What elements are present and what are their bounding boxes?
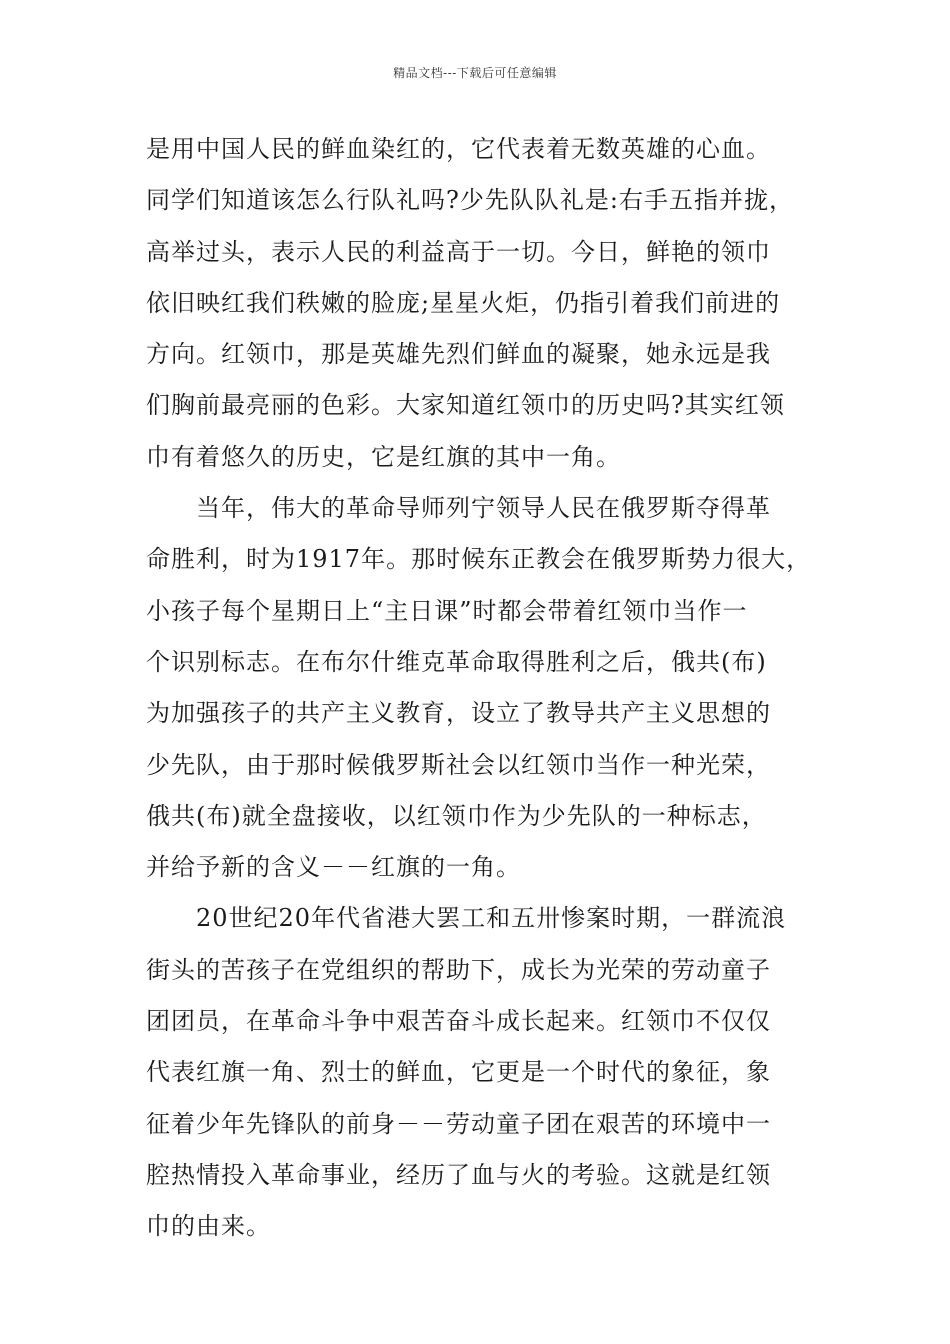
page-header: 精品文档---下载后可任意编辑 bbox=[393, 66, 557, 80]
text-line: 街头的苦孩子在党组织的帮助下，成长为光荣的劳动童子 bbox=[146, 955, 771, 984]
text-line: 腔热情投入革命事业，经历了血与火的考验。这就是红领 bbox=[146, 1160, 771, 1189]
text-line: 为加强孩子的共产主义教育，设立了教导共产主义思想的 bbox=[146, 699, 771, 728]
text-line: 巾的由来。 bbox=[146, 1212, 271, 1241]
text-line: 们胸前最亮丽的色彩。大家知道红领巾的历史吗?其实红领 bbox=[146, 391, 785, 420]
text-line: 俄共(布)就全盘接收，以红领巾作为少先队的一种标志， bbox=[146, 801, 767, 830]
text-line: 团团员，在革命斗争中艰苦奋斗成长起来。红领巾不仅仅 bbox=[146, 1007, 771, 1036]
text-line: 命胜利，时为1917年。那时候东正教会在俄罗斯势力很大， bbox=[146, 545, 812, 574]
text-line: 高举过头，表示人民的利益高于一切。今日，鲜艳的领巾 bbox=[146, 237, 771, 266]
text-line: 同学们知道该怎么行队礼吗?少先队队礼是:右手五指并拢， bbox=[146, 186, 794, 215]
text-line: 是用中国人民的鲜血染红的，它代表着无数英雄的心血。 bbox=[146, 135, 771, 163]
text-line: 少先队，由于那时候俄罗斯社会以红领巾当作一种光荣， bbox=[146, 750, 771, 779]
text-line: 巾有着悠久的历史，它是红旗的其中一角。 bbox=[146, 442, 621, 471]
text-line: 小孩子每个星期日上“主日课”时都会带着红领巾当作一 bbox=[146, 596, 748, 625]
text-line: 并给予新的含义－－红旗的一角。 bbox=[146, 853, 521, 882]
paragraph-1 bbox=[146, 124, 816, 483]
paragraph-2 bbox=[146, 483, 816, 893]
text-line: 征着少年先锋队的前身－－劳动童子团在艰苦的环境中一 bbox=[146, 1109, 771, 1138]
text-line: 20世纪20年代省港大罢工和五卅惨案时期，一群流浪 bbox=[196, 904, 787, 933]
paragraph-3 bbox=[146, 893, 816, 1252]
text-line: 依旧映红我们秩嫩的脸庞;星星火炬，仍指引着我们前进的 bbox=[146, 288, 781, 317]
text-line: 当年，伟大的革命导师列宁领导人民在俄罗斯夺得革 bbox=[196, 494, 771, 523]
text-line: 个识别标志。在布尔什维克革命取得胜利之后，俄共(布) bbox=[146, 647, 767, 676]
document-body bbox=[146, 124, 816, 1253]
text-line: 方向。红领巾，那是英雄先烈们鲜血的凝聚，她永远是我 bbox=[146, 340, 771, 369]
text-line: 代表红旗一角、烈士的鲜血，它更是一个时代的象征，象 bbox=[146, 1058, 771, 1087]
